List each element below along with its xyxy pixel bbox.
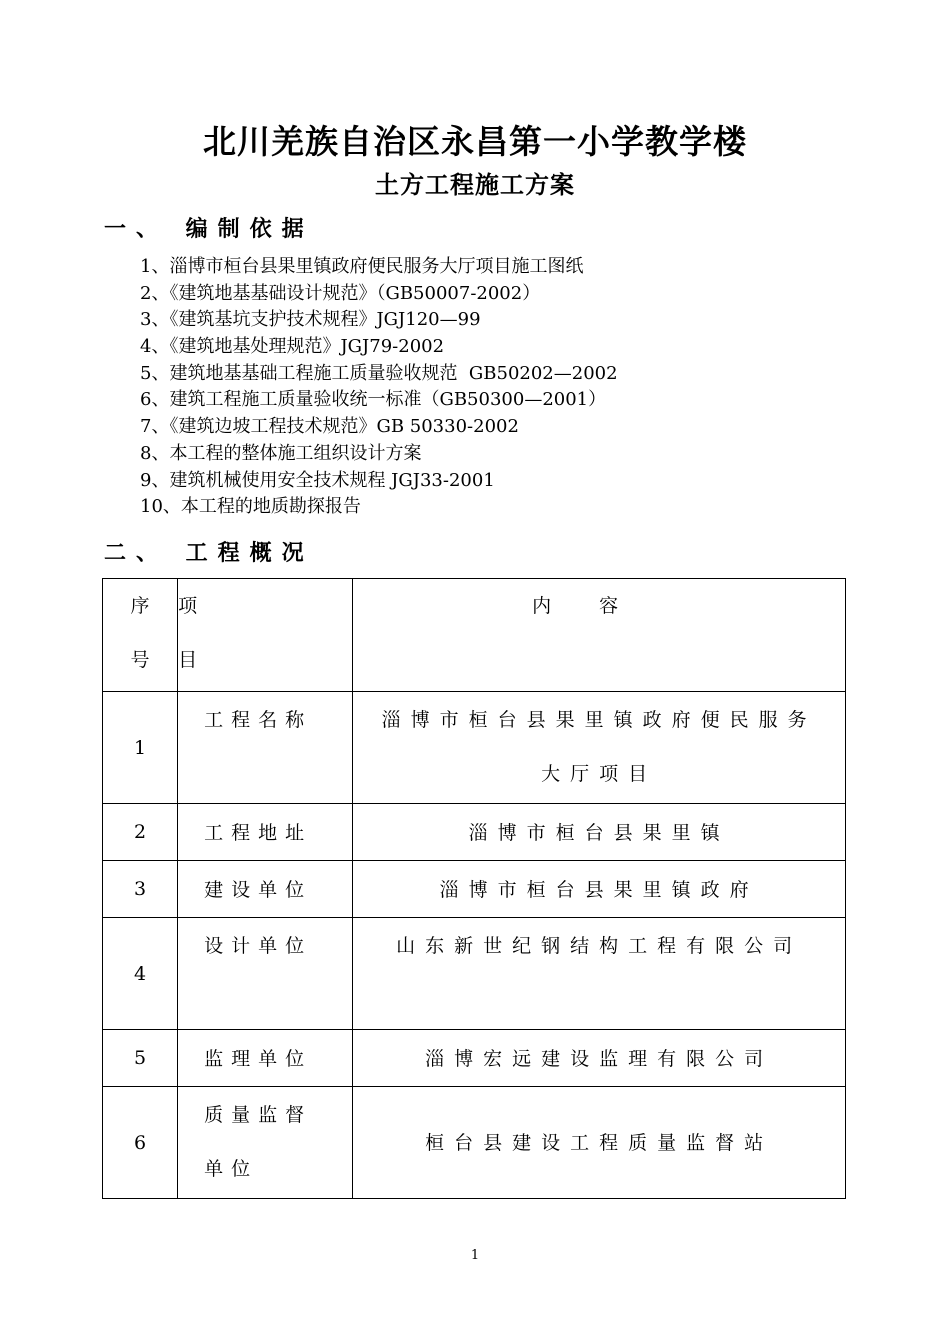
overview-table <box>102 578 846 1199</box>
row-no: 4 <box>103 918 178 1030</box>
page-number: 1 <box>470 1248 480 1263</box>
row-content <box>353 804 846 861</box>
table-row <box>103 692 846 804</box>
table-row <box>103 918 846 1030</box>
table-header-row <box>103 579 846 692</box>
row-item-text: 建设单位 <box>204 879 313 901</box>
list-item: 3、《建筑基坑支护技术规程》JGJ120—99 <box>140 309 481 331</box>
row-no: 5 <box>103 1030 178 1087</box>
row-content <box>353 692 846 804</box>
header-no-text: 序号 <box>130 595 150 671</box>
header-content: 内容 <box>353 579 846 692</box>
section-heading-basis: 一、 编制依据 <box>104 216 314 242</box>
table-row <box>103 861 846 918</box>
row-no: 1 <box>103 692 178 804</box>
row-content <box>353 861 846 918</box>
row-content <box>353 1087 846 1199</box>
row-item-text: 工程地址 <box>204 822 313 844</box>
list-item: 2、《建筑地基基础设计规范》（GB50007-2002） <box>140 282 541 304</box>
row-content-text: 山东新世纪钢结构工程有限公司 <box>396 935 803 957</box>
row-item <box>178 918 353 1030</box>
list-item: 10、本工程的地质勘探报告 <box>140 496 361 518</box>
row-item <box>178 692 353 804</box>
row-no: 6 <box>103 1087 178 1199</box>
list-item: 9、建筑机械使用安全技术规程 JGJ33-2001 <box>140 469 495 491</box>
row-item-text: 工程名称 <box>204 709 313 731</box>
page-subtitle: 土方工程施工方案 <box>375 170 575 199</box>
row-content-text: 桓台县建设工程质量监督站 <box>425 1131 774 1154</box>
row-item <box>178 861 353 918</box>
list-item: 5、建筑地基基础工程施工质量验收规范 GB50202—2002 <box>140 362 618 384</box>
row-content-text: 淄博宏远建设监理有限公司 <box>425 1048 774 1070</box>
row-item <box>178 1030 353 1087</box>
row-item-text: 设计单位 <box>204 935 313 957</box>
header-item-text: 项目 <box>178 595 198 671</box>
row-content <box>353 918 846 1030</box>
page-title: 北川羌族自治区永昌第一小学教学楼 <box>203 122 747 161</box>
list-item: 4、《建筑地基处理规范》JGJ79-2002 <box>140 336 445 358</box>
row-no: 2 <box>103 804 178 861</box>
header-item <box>178 579 353 692</box>
row-item-text: 质量监督单位 <box>204 1104 313 1180</box>
row-item-text: 监理单位 <box>204 1048 313 1070</box>
section-heading-overview: 二、 工程概况 <box>104 540 314 566</box>
list-item: 8、本工程的整体施工组织设计方案 <box>140 442 422 464</box>
row-item <box>178 804 353 861</box>
header-no <box>103 579 178 692</box>
row-no: 3 <box>103 861 178 918</box>
list-item: 7、《建筑边坡工程技术规范》GB 50330-2002 <box>140 416 519 438</box>
row-content-text: 淄博市桓台县果里镇政府 <box>439 879 759 901</box>
table-row <box>103 1030 846 1087</box>
table-row <box>103 804 846 861</box>
row-item <box>178 1087 353 1199</box>
table-row <box>103 1087 846 1199</box>
row-content-text: 淄博市桓台县果里镇 <box>468 822 730 844</box>
row-content <box>353 1030 846 1087</box>
row-content-text: 淄博市桓台县果里镇政府便民服务大厅项目 <box>381 709 817 785</box>
list-item: 1、淄博市桓台县果里镇政府便民服务大厅项目施工图纸 <box>140 256 584 277</box>
list-item: 6、建筑工程施工质量验收统一标准（GB50300—2001） <box>140 389 607 411</box>
basis-list <box>140 254 618 521</box>
